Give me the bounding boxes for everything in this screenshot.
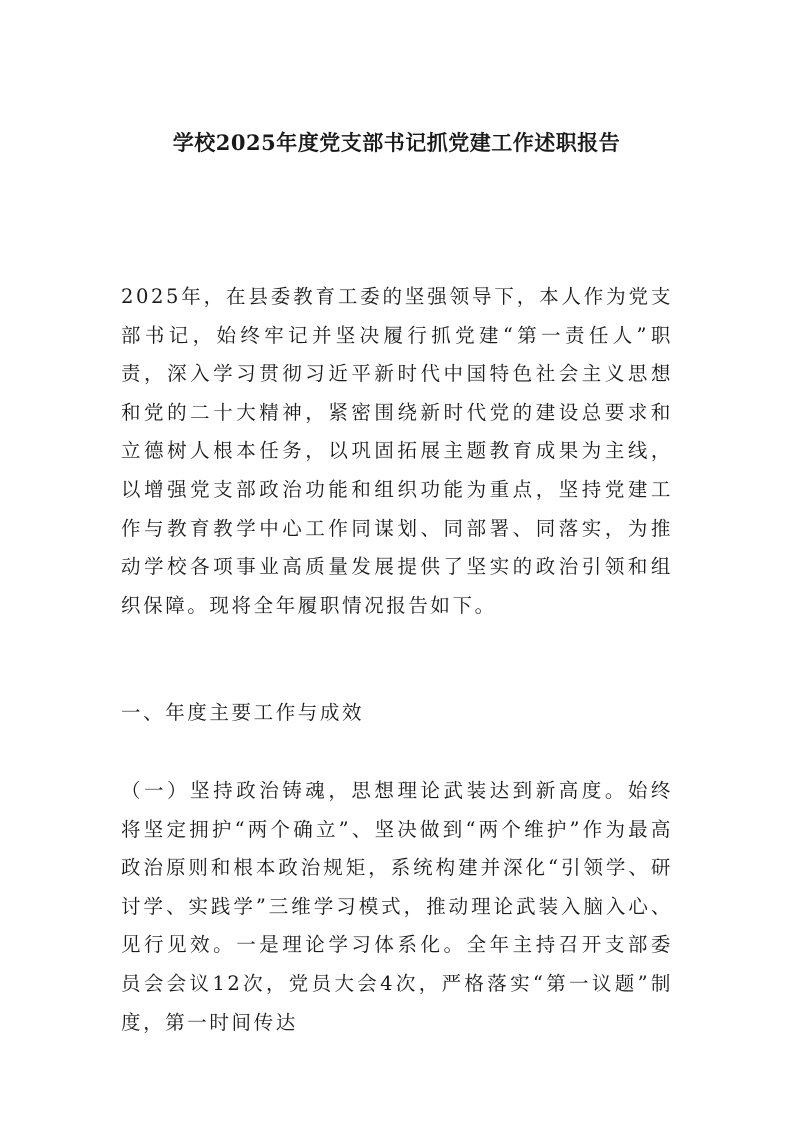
section-paragraph: （一）坚持政治铸魂，思想理论武装达到新高度。始终将坚定拥护“两个确立”、坚决做到“两个维护”作为最高政治原则和根本政治规矩，系统构建并深化“引领学、研讨学、实践学”三维学习模式，推动理论武装入脑入心、见行见效。一是理论学习体系化。全年主持召开支部委员会会议12次，党员大会4次，严格落实“第一议题”制度，第一时间传达 — [121, 779, 673, 1034]
intro-paragraph: 2025年，在县委教育工委的坚强领导下，本人作为党支部书记，始终牢记并坚决履行抓党建“第一责任人”职责，深入学习贯彻习近平新时代中国特色社会主义思想和党的二十大精神，紧密围绕新时代党的建设总要求和立德树人根本任务，以巩固拓展主题教育成果为主线，以增强党支部政治功能和组织功能为重点，坚持党建工作与教育教学中心工作同谋划、同部署、同落实，为推动学校各项事业高质量发展提供了坚实的政治引领和组织保障。现将全年履职情况报告如下。 — [121, 285, 673, 617]
section-heading: 一、年度主要工作与成效 — [121, 701, 365, 724]
document-title: 学校2025年度党支部书记抓党建工作述职报告 — [172, 130, 621, 155]
